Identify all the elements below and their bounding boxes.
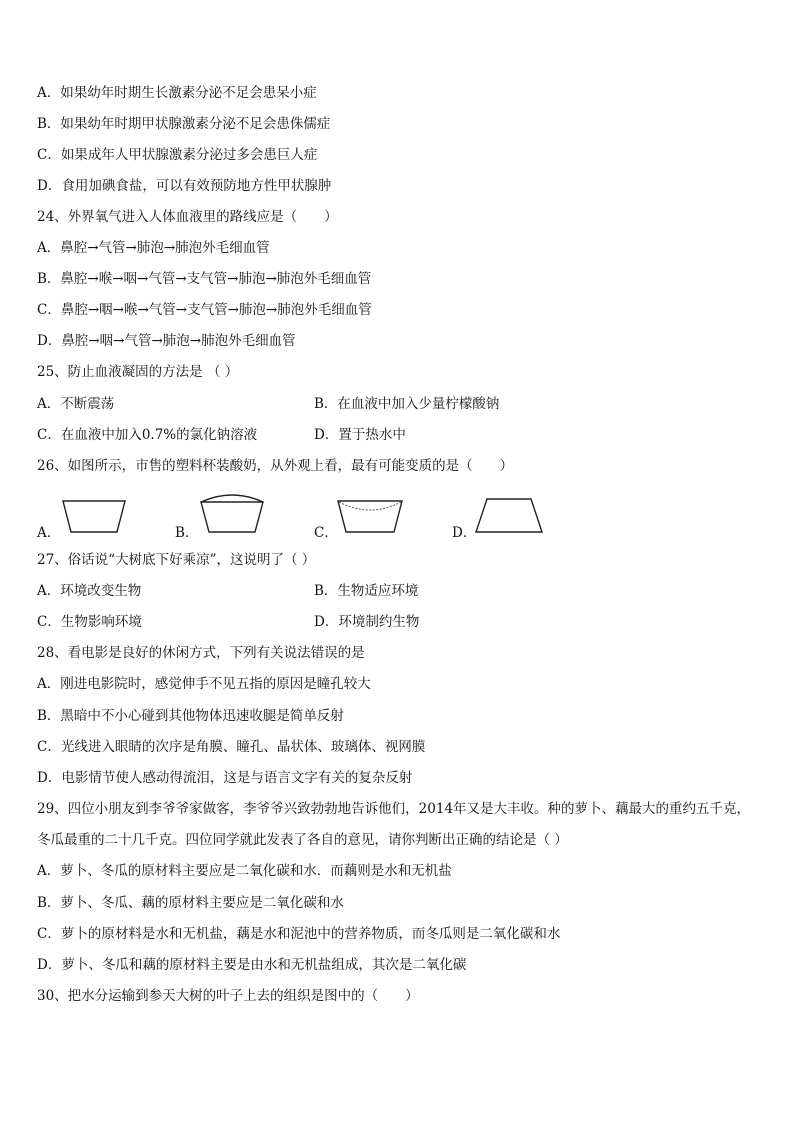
q30-question: 30、把水分运输到参天大树的叶子上去的组织是图中的（ ） — [37, 988, 419, 1004]
q27-option-d: D．环境制约生物 — [314, 614, 420, 630]
q28-option-c: C．光线进入眼睛的次序是角膜、瞳孔、晶状体、玻璃体、视网膜 — [37, 739, 426, 755]
q23-option-d: D．食用加碘食盐，可以有效预防地方性甲状腺肿 — [37, 178, 332, 194]
q26-cup-figures — [0, 494, 794, 544]
q24-option-a: A．鼻腔→气管→肺泡→肺泡外毛细血管 — [37, 240, 270, 256]
yogurt-cup-flat-lid-figure — [62, 498, 126, 534]
q23-option-a: A．如果幼年时期生长激素分泌不足会患呆小症 — [37, 85, 317, 101]
q28-question: 28、看电影是良好的休闲方式，下列有关说法错误的是 — [37, 645, 365, 661]
q27-option-b: B．生物适应环境 — [314, 583, 419, 599]
q28-option-d: D．电影情节使人感动得流泪，这是与语言文字有关的复杂反射 — [37, 770, 413, 786]
yogurt-cup-bulging-lid-figure — [198, 494, 266, 534]
q26-label-c: C． — [314, 525, 338, 541]
q29-option-b: B．萝卜、冬瓜、藕的原材料主要应是二氧化碳和水 — [37, 895, 344, 911]
q28-option-b: B．黑暗中不小心碰到其他物体迅速收腿是简单反射 — [37, 708, 344, 724]
q25-option-c: C．在血液中加入0.7%的氯化钠溶液 — [37, 427, 258, 443]
q25-question: 25、防止血液凝固的方法是 （ ） — [37, 364, 239, 380]
yogurt-cup-inverted-figure — [474, 496, 544, 534]
q27-question: 27、俗话说“大树底下好乘凉”，这说明了（ ） — [37, 552, 316, 568]
yogurt-cup-sunken-lid-figure — [337, 498, 403, 534]
q29-question-line1: 29、四位小朋友到李爷爷家做客，李爷爷兴致勃勃地告诉他们，2014年又是大丰收。种的萝卜、藕最大的重约五千克， — [37, 801, 751, 817]
q29-option-a: A．萝卜、冬瓜的原材料主要应是二氧化碳和水．而藕则是水和无机盐 — [37, 863, 452, 879]
q26-label-b: B． — [175, 525, 199, 541]
q25-option-b: B．在血液中加入少量柠檬酸钠 — [314, 396, 500, 412]
q25-option-a: A．不断震荡 — [37, 396, 115, 412]
q23-option-c: C．如果成年人甲状腺激素分泌过多会患巨人症 — [37, 147, 318, 163]
q28-option-a: A．刚进电影院时，感觉伸手不见五指的原因是瞳孔较大 — [37, 676, 371, 692]
q29-option-c: C．萝卜的原材料是水和无机盐，藕是水和泥池中的营养物质，而冬瓜则是二氧化碳和水 — [37, 926, 561, 942]
q29-option-d: D．萝卜、冬瓜和藕的原材料主要是由水和无机盐组成，其次是二氧化碳 — [37, 957, 467, 973]
q24-option-c: C．鼻腔→咽→喉→气管→支气管→肺泡→肺泡外毛细血管 — [37, 302, 372, 318]
q27-option-c: C．生物影响环境 — [37, 614, 142, 630]
q25-option-d: D．置于热水中 — [314, 427, 406, 443]
q24-option-d: D．鼻腔→咽→气管→肺泡→肺泡外毛细血管 — [37, 333, 296, 349]
q29-question-line2: 冬瓜最重的二十几千克。四位同学就此发表了各自的意见，请你判断出正确的结论是（ ） — [37, 832, 568, 848]
q27-option-a: A．环境改变生物 — [37, 583, 142, 599]
q23-option-b: B．如果幼年时期甲状腺激素分泌不足会患侏儒症 — [37, 116, 331, 132]
q24-question: 24、外界氧气进入人体血液里的路线应是（ ） — [37, 209, 338, 225]
q24-option-b: B．鼻腔→喉→咽→气管→支气管→肺泡→肺泡外毛细血管 — [37, 271, 372, 287]
q26-label-d: D． — [452, 525, 477, 541]
q26-label-a: A． — [37, 525, 61, 541]
q26-question: 26、如图所示，市售的塑料杯装酸奶，从外观上看，最有可能变质的是（ ） — [37, 458, 514, 474]
